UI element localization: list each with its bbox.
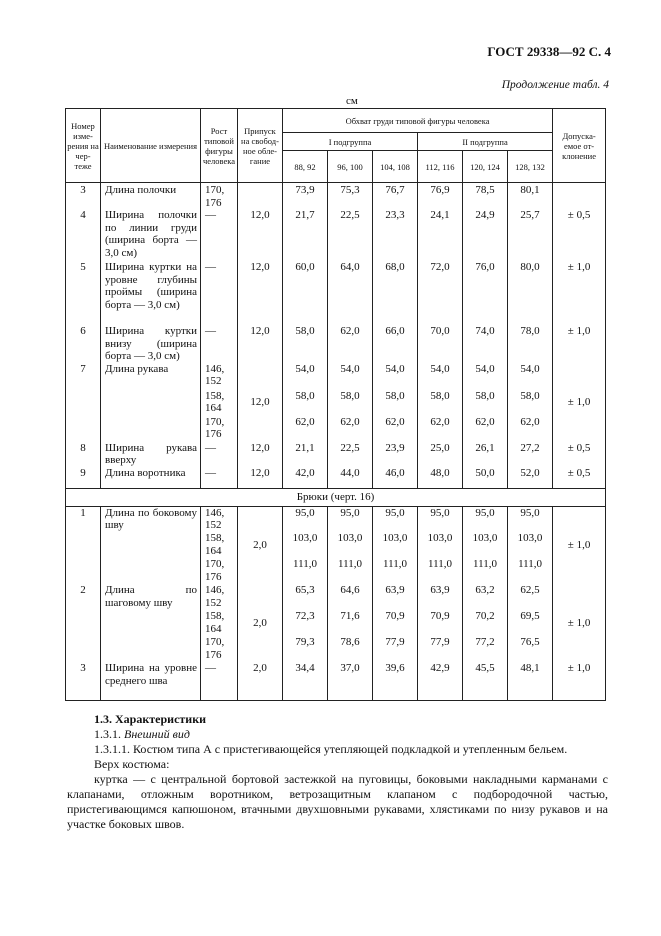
tolerance-value: ± 1,0 (553, 662, 606, 700)
measurement-name: Длина воротника (101, 467, 201, 489)
measurement-name: Ширина куртки внизу (ширина борта — 3,0 см) (101, 325, 201, 363)
chest-size-value: 62,0 (328, 416, 373, 442)
chest-size-value: 77,9 (373, 636, 418, 662)
chest-size-value: 58,0 (508, 390, 553, 416)
chest-size-value: 103,0 (508, 532, 553, 558)
measurement-number: 2 (66, 584, 101, 662)
chest-size-value: 39,6 (373, 662, 418, 700)
measurement-number: 6 (66, 325, 101, 363)
chest-size-value: 95,0 (283, 506, 328, 532)
chest-size-value: 111,0 (418, 558, 463, 584)
figure-height: 146, 152 (201, 584, 238, 610)
measurement-name: Длина полочки (101, 183, 201, 210)
measurement-number: 8 (66, 442, 101, 467)
chest-size-value: 21,7 (283, 209, 328, 261)
chest-size-value: 62,0 (328, 325, 373, 363)
chest-size-value: 78,6 (328, 636, 373, 662)
tolerance-value: ± 1,0 (553, 261, 606, 325)
chest-size-value: 58,0 (418, 390, 463, 416)
chest-size-value: 62,0 (463, 416, 508, 442)
chest-size-value: 58,0 (463, 390, 508, 416)
allowance-value: 2,0 (238, 662, 283, 700)
chest-size-value: 24,9 (463, 209, 508, 261)
table-row (66, 506, 606, 532)
figure-height: — (201, 467, 238, 489)
measurement-name: Ширина на уровне среднего шва (101, 662, 201, 700)
chest-size-value: 76,0 (463, 261, 508, 325)
chest-size-value: 54,0 (373, 363, 418, 390)
chest-size-value: 63,2 (463, 584, 508, 610)
table-body (66, 183, 606, 701)
chest-size-value: 63,9 (373, 584, 418, 610)
chest-size-value: 21,1 (283, 442, 328, 467)
figure-height: 146, 152 (201, 506, 238, 532)
measurement-name: Ширина полочки по линии груди (ширина борта — 3,0 см) (101, 209, 201, 261)
col-num-header: Номер изме-рения на чер-теже (66, 109, 101, 183)
chest-size-value: 111,0 (463, 558, 508, 584)
chest-size-value: 60,0 (283, 261, 328, 325)
measurement-number: 1 (66, 506, 101, 584)
chest-size-value: 65,3 (283, 584, 328, 610)
chest-size-value: 103,0 (373, 532, 418, 558)
chest-size-value: 63,9 (418, 584, 463, 610)
measurement-name: Ширина куртки на уровне глубины проймы (ширина борта — 3,0 см) (101, 261, 201, 325)
chest-size-value: 111,0 (283, 558, 328, 584)
col-allowance-header: Припуск на свобод-ное обле-гание (238, 109, 283, 183)
measurement-number: 5 (66, 261, 101, 325)
chest-size-value: 62,0 (283, 416, 328, 442)
table-continuation-note: Продолжение табл. 4 (501, 79, 609, 91)
chest-size-value: 54,0 (463, 363, 508, 390)
chest-size-value: 77,9 (418, 636, 463, 662)
chest-size-value: 50,0 (463, 467, 508, 489)
chest-size-value: 48,0 (418, 467, 463, 489)
measurement-name: Длина по боковому шву (101, 506, 201, 584)
size-header: 88, 92 (283, 151, 328, 183)
figure-height: — (201, 662, 238, 700)
chest-size-value: 74,0 (463, 325, 508, 363)
figure-height: 170, 176 (201, 183, 238, 210)
page-header: ГОСТ 29338—92 С. 4 (487, 44, 611, 59)
chest-size-value: 72,0 (418, 261, 463, 325)
figure-height: 158, 164 (201, 390, 238, 416)
chest-size-value: 103,0 (283, 532, 328, 558)
chest-size-value: 58,0 (373, 390, 418, 416)
size-header: 112, 116 (418, 151, 463, 183)
chest-size-value: 27,2 (508, 442, 553, 467)
chest-size-value: 54,0 (328, 363, 373, 390)
table-row (66, 183, 606, 210)
chest-size-value: 62,0 (373, 416, 418, 442)
chest-size-value: 70,9 (373, 610, 418, 636)
allowance-value: 12,0 (238, 442, 283, 467)
allowance-value: 2,0 (238, 584, 283, 662)
allowance-value: 12,0 (238, 467, 283, 489)
measurements-table (65, 108, 606, 701)
chest-size-value: 52,0 (508, 467, 553, 489)
chest-size-value: 71,6 (328, 610, 373, 636)
table-row (66, 325, 606, 363)
tolerance-value: ± 0,5 (553, 467, 606, 489)
allowance-value (238, 183, 283, 210)
subsection-heading (94, 727, 608, 742)
col-chest-header: Обхват груди типовой фигуры человека (283, 109, 553, 133)
chest-size-value: 111,0 (328, 558, 373, 584)
subgroup-1-header: I подгруппа (283, 133, 418, 151)
chest-size-value: 80,0 (508, 261, 553, 325)
chest-size-value: 76,7 (373, 183, 418, 210)
figure-height: — (201, 261, 238, 325)
size-header: 120, 124 (463, 151, 508, 183)
chest-size-value: 34,4 (283, 662, 328, 700)
chest-size-value: 80,1 (508, 183, 553, 210)
chest-size-value: 54,0 (283, 363, 328, 390)
figure-height: — (201, 442, 238, 467)
size-header: 128, 132 (508, 151, 553, 183)
measurement-name: Ширина рукава вверху (101, 442, 201, 467)
paragraph-2: Верх костюма: (94, 757, 170, 771)
measurement-name: Длина рукава (101, 363, 201, 442)
table-row (66, 662, 606, 700)
col-name-header: Наименование измерения (101, 109, 201, 183)
section-title-trousers: Брюки (черт. 16) (66, 489, 606, 507)
figure-height: 170, 176 (201, 416, 238, 442)
unit-label: см (346, 95, 358, 107)
chest-size-value: 78,0 (508, 325, 553, 363)
chest-size-value: 22,5 (328, 209, 373, 261)
subsection-title: Внешний вид (124, 727, 190, 741)
subsection-number: 1.3.1. (94, 727, 121, 741)
chest-size-value: 42,9 (418, 662, 463, 700)
figure-height: 158, 164 (201, 610, 238, 636)
size-header: 96, 100 (328, 151, 373, 183)
chest-size-value: 54,0 (508, 363, 553, 390)
tolerance-value: ± 1,0 (553, 325, 606, 363)
chest-size-value: 54,0 (418, 363, 463, 390)
chest-size-value: 58,0 (283, 390, 328, 416)
figure-height: 170, 176 (201, 636, 238, 662)
chest-size-value: 68,0 (373, 261, 418, 325)
figure-height: — (201, 209, 238, 261)
chest-size-value: 62,0 (418, 416, 463, 442)
chest-size-value: 70,2 (463, 610, 508, 636)
chest-size-value: 70,0 (418, 325, 463, 363)
chest-size-value: 103,0 (463, 532, 508, 558)
chest-size-value: 25,0 (418, 442, 463, 467)
chest-size-value: 95,0 (508, 506, 553, 532)
chest-size-value: 95,0 (328, 506, 373, 532)
chest-size-value: 78,5 (463, 183, 508, 210)
chest-size-value: 45,5 (463, 662, 508, 700)
chest-size-value: 70,9 (418, 610, 463, 636)
tolerance-value (553, 183, 606, 210)
chest-size-value: 42,0 (283, 467, 328, 489)
chest-size-value: 23,9 (373, 442, 418, 467)
chest-size-value: 37,0 (328, 662, 373, 700)
figure-height: — (201, 325, 238, 363)
chest-size-value: 64,0 (328, 261, 373, 325)
chest-size-value: 95,0 (463, 506, 508, 532)
chest-size-value: 75,3 (328, 183, 373, 210)
measurement-number: 3 (66, 183, 101, 210)
chest-size-value: 64,6 (328, 584, 373, 610)
measurement-name: Длина по шаговому шву (101, 584, 201, 662)
tolerance-value: ± 0,5 (553, 209, 606, 261)
chest-size-value: 26,1 (463, 442, 508, 467)
chest-size-value: 69,5 (508, 610, 553, 636)
allowance-value: 12,0 (238, 325, 283, 363)
chest-size-value: 23,3 (373, 209, 418, 261)
table-row (66, 467, 606, 489)
chest-size-value: 95,0 (373, 506, 418, 532)
chest-size-value: 46,0 (373, 467, 418, 489)
table-row (66, 209, 606, 261)
col-height-header: Рост типовой фигуры человека (201, 109, 238, 183)
measurement-number: 3 (66, 662, 101, 700)
measurement-number: 9 (66, 467, 101, 489)
body-text (67, 712, 608, 832)
allowance-value: 2,0 (238, 506, 283, 584)
col-tolerance-header: Допуска-емое от-клонение (553, 109, 606, 183)
chest-size-value: 58,0 (328, 390, 373, 416)
allowance-value: 12,0 (238, 209, 283, 261)
figure-height: 170, 176 (201, 558, 238, 584)
tolerance-value: ± 0,5 (553, 442, 606, 467)
chest-size-value: 48,1 (508, 662, 553, 700)
measurement-number: 7 (66, 363, 101, 442)
figure-height: 146, 152 (201, 363, 238, 390)
chest-size-value: 76,9 (418, 183, 463, 210)
table-row (66, 584, 606, 610)
chest-size-value: 62,0 (508, 416, 553, 442)
paragraph-3: куртка — с центральной бортовой застежкой на пуговицы, боковыми накладными карманами с клапанами, отложным воротником, ветрозащитным клапаном с подбородочной частью, пристегивающимся капюшоном, втачными двухшовными рукавами, хлястиками по низу рукавов и на участке боковых швов. (67, 772, 608, 831)
size-header: 104, 108 (373, 151, 418, 183)
chest-size-value: 103,0 (418, 532, 463, 558)
measurement-number: 4 (66, 209, 101, 261)
chest-size-value: 103,0 (328, 532, 373, 558)
tolerance-value: ± 1,0 (553, 363, 606, 442)
chest-size-value: 62,5 (508, 584, 553, 610)
chest-size-value: 22,5 (328, 442, 373, 467)
chest-size-value: 73,9 (283, 183, 328, 210)
chest-size-value: 76,5 (508, 636, 553, 662)
section-heading: 1.3. Характеристики (94, 712, 207, 726)
table-row (66, 261, 606, 325)
tolerance-value: ± 1,0 (553, 584, 606, 662)
chest-size-value: 58,0 (283, 325, 328, 363)
chest-size-value: 111,0 (373, 558, 418, 584)
chest-size-value: 44,0 (328, 467, 373, 489)
table-row (66, 442, 606, 467)
subgroup-2-header: II подгруппа (418, 133, 553, 151)
chest-size-value: 66,0 (373, 325, 418, 363)
chest-size-value: 25,7 (508, 209, 553, 261)
chest-size-value: 111,0 (508, 558, 553, 584)
chest-size-value: 72,3 (283, 610, 328, 636)
tolerance-value: ± 1,0 (553, 506, 606, 584)
table-row (66, 363, 606, 390)
chest-size-value: 79,3 (283, 636, 328, 662)
section-row (66, 489, 606, 507)
paragraph-1: 1.3.1.1. Костюм типа А с пристегивающейся утепляющей подкладкой и утепленным бельем. (94, 742, 568, 756)
allowance-value: 12,0 (238, 261, 283, 325)
chest-size-value: 24,1 (418, 209, 463, 261)
chest-size-value: 95,0 (418, 506, 463, 532)
figure-height: 158, 164 (201, 532, 238, 558)
allowance-value: 12,0 (238, 363, 283, 442)
chest-size-value: 77,2 (463, 636, 508, 662)
